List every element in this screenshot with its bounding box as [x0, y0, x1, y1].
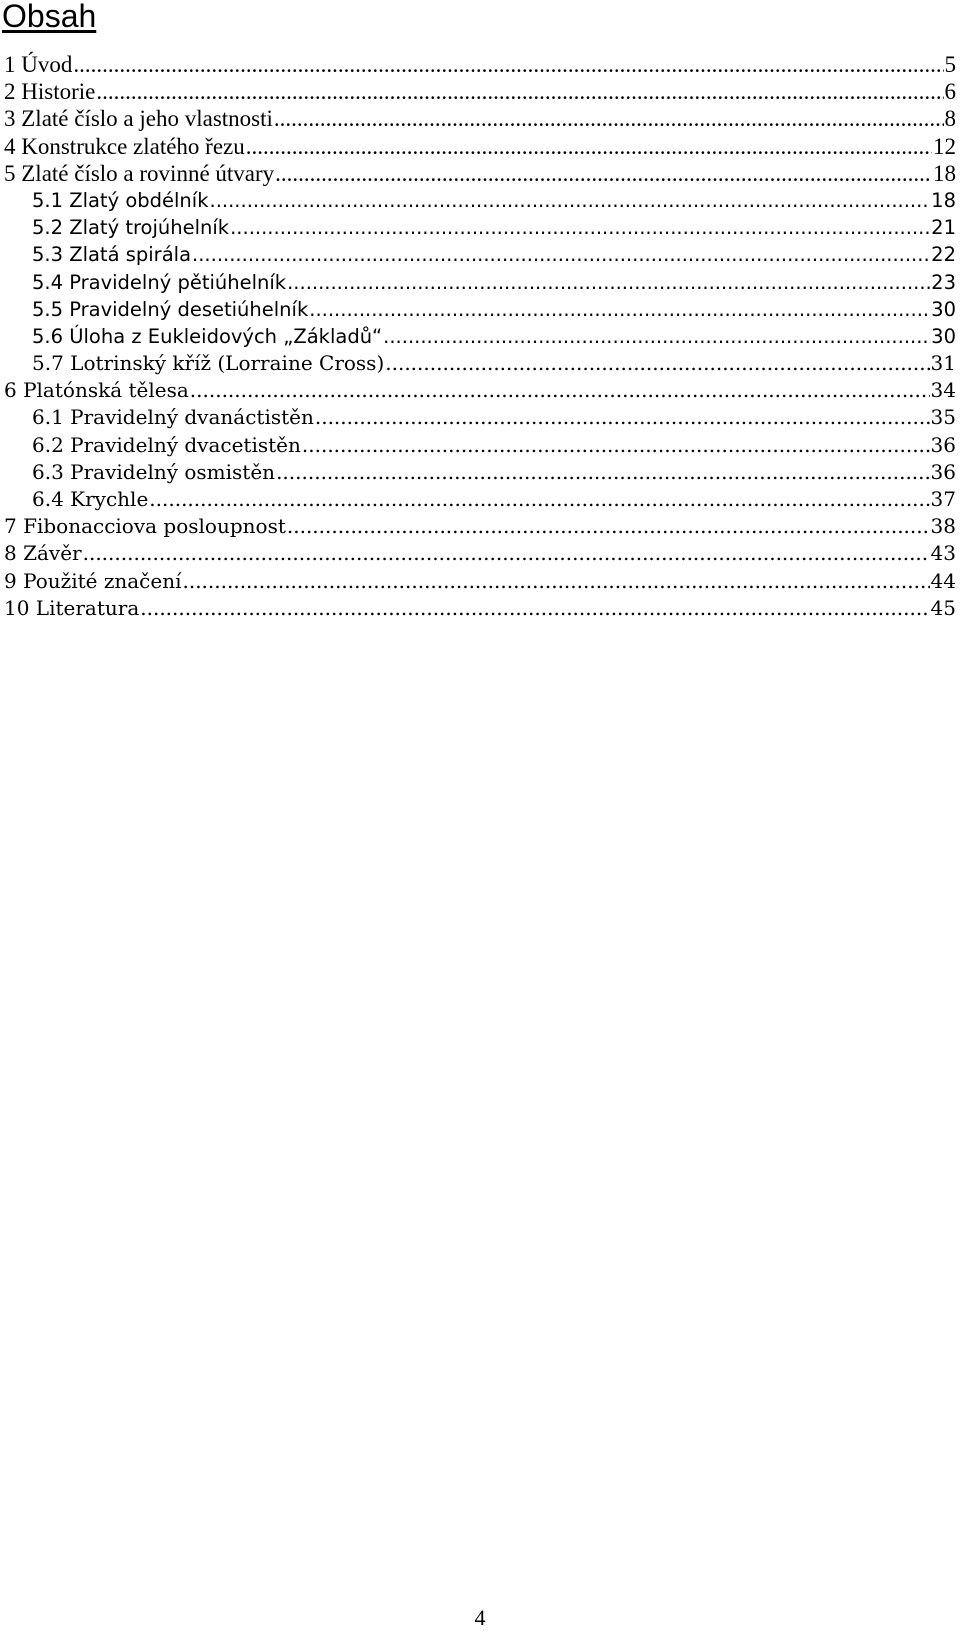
toc-heading: Obsah	[2, 0, 97, 34]
toc-entry-title: 5 Zlaté číslo a rovinné útvary	[4, 160, 275, 186]
toc-dot-leader	[309, 296, 930, 323]
toc-entry-title: 5.3 Zlatá spirála	[32, 243, 192, 267]
toc-dot-leader	[192, 241, 930, 268]
toc-dot-leader	[246, 133, 932, 160]
toc-dot-leader	[315, 404, 930, 431]
toc-dot-leader	[140, 595, 929, 622]
toc-entry[interactable]	[0, 187, 960, 214]
toc-entry-title: 5.2 Zlatý trojúhelník	[32, 216, 230, 240]
toc-entry[interactable]	[0, 350, 960, 377]
toc-entry-title: 5.7 Lotrinský kříž (Lorraine Cross)	[32, 351, 385, 376]
toc-entry[interactable]	[0, 432, 960, 459]
toc-entry-title: 6 Platónská tělesa	[4, 378, 189, 403]
toc-entry-page: 23	[931, 270, 956, 294]
toc-dot-leader	[287, 513, 930, 540]
toc-entry-page: 12	[933, 133, 956, 159]
toc-dot-leader	[275, 160, 932, 187]
toc-entry-page: 18	[933, 160, 956, 186]
toc-entry[interactable]	[0, 160, 960, 187]
toc-entry[interactable]	[0, 214, 960, 241]
toc-entry[interactable]	[0, 404, 960, 431]
toc-dot-leader	[83, 540, 930, 567]
toc-entry-page: 6	[944, 79, 956, 105]
toc-dot-leader	[210, 187, 931, 214]
toc-dot-leader	[230, 214, 930, 241]
toc-entry[interactable]	[0, 323, 960, 350]
toc-dot-leader	[385, 350, 929, 377]
toc-entry[interactable]	[0, 78, 960, 105]
toc-entry[interactable]	[0, 51, 960, 78]
toc-entry[interactable]	[0, 568, 960, 595]
toc-entry-page: 43	[930, 541, 956, 566]
toc-entry-title: 2 Historie	[4, 79, 96, 105]
toc-dot-leader	[73, 51, 943, 78]
toc-entry-title: 3 Zlaté číslo a jeho vlastnosti	[4, 106, 273, 132]
toc-dot-leader	[190, 377, 930, 404]
toc-entry-title: 6.1 Pravidelný dvanáctistěn	[32, 405, 314, 430]
toc-entry[interactable]	[0, 377, 960, 404]
toc-entry-page: 31	[930, 351, 956, 376]
toc-entry-page: 38	[930, 514, 956, 539]
toc-entry-title: 7 Fibonacciova posloupnost	[4, 514, 286, 539]
toc-entry-page: 45	[930, 595, 956, 620]
toc-entry-title: 4 Konstrukce zlatého řezu	[4, 133, 245, 159]
toc-dot-leader	[383, 323, 930, 350]
toc-entry-page: 18	[931, 188, 956, 212]
toc-entry-title: 5.1 Zlatý obdélník	[32, 188, 209, 212]
toc-entry-title: 5.6 Úloha z Eukleidových „Základů“	[32, 324, 383, 348]
toc-entry-page: 30	[931, 324, 956, 348]
toc-entry[interactable]	[0, 459, 960, 486]
toc-entry[interactable]	[0, 105, 960, 132]
toc-entry-page: 36	[930, 459, 956, 484]
page-number: 4	[474, 1605, 486, 1630]
toc-entry-title: 5.5 Pravidelný desetiúhelník	[32, 297, 309, 321]
toc-entry-title: 5.4 Pravidelný pětiúhelník	[32, 270, 287, 294]
toc-entry[interactable]	[0, 269, 960, 296]
toc-entry[interactable]	[0, 133, 960, 160]
toc-dot-leader	[182, 568, 929, 595]
toc-dot-leader	[287, 269, 930, 296]
toc-entry[interactable]	[0, 296, 960, 323]
toc-entry-page: 5	[944, 52, 956, 77]
toc-entry-page: 44	[930, 568, 956, 593]
toc-entry-title: 6.3 Pravidelný osmistěn	[32, 459, 276, 484]
toc-entry[interactable]	[0, 513, 960, 540]
toc-entry-title: 8 Závěr	[4, 541, 82, 566]
toc-dot-leader	[302, 432, 930, 459]
toc-entry[interactable]	[0, 540, 960, 567]
toc-dot-leader	[274, 105, 944, 132]
toc-entry-page: 34	[930, 378, 956, 403]
toc-dot-leader	[276, 459, 929, 486]
toc-entry-page: 35	[930, 405, 956, 430]
toc-entry-title: 9 Použité značení	[4, 568, 182, 593]
toc-entry-page: 36	[930, 432, 956, 457]
toc-entry[interactable]	[0, 486, 960, 513]
toc-entry-title: 6.4 Krychle	[32, 487, 149, 511]
toc-entry-title: 10 Literatura	[4, 595, 140, 620]
toc-entry[interactable]	[0, 595, 960, 622]
toc-entry[interactable]	[0, 241, 960, 268]
toc-entry-title: 6.2 Pravidelný dvacetistěn	[32, 432, 301, 457]
toc-entry-page: 22	[931, 243, 956, 267]
toc-entry-page: 30	[931, 297, 956, 321]
toc-entry-page: 8	[944, 106, 956, 132]
table-of-contents	[0, 51, 960, 622]
toc-entry-page: 21	[931, 216, 956, 240]
toc-dot-leader	[96, 78, 943, 105]
toc-entry-title: 1 Úvod	[4, 52, 73, 77]
toc-dot-leader	[149, 486, 929, 513]
toc-entry-page: 37	[930, 487, 956, 511]
